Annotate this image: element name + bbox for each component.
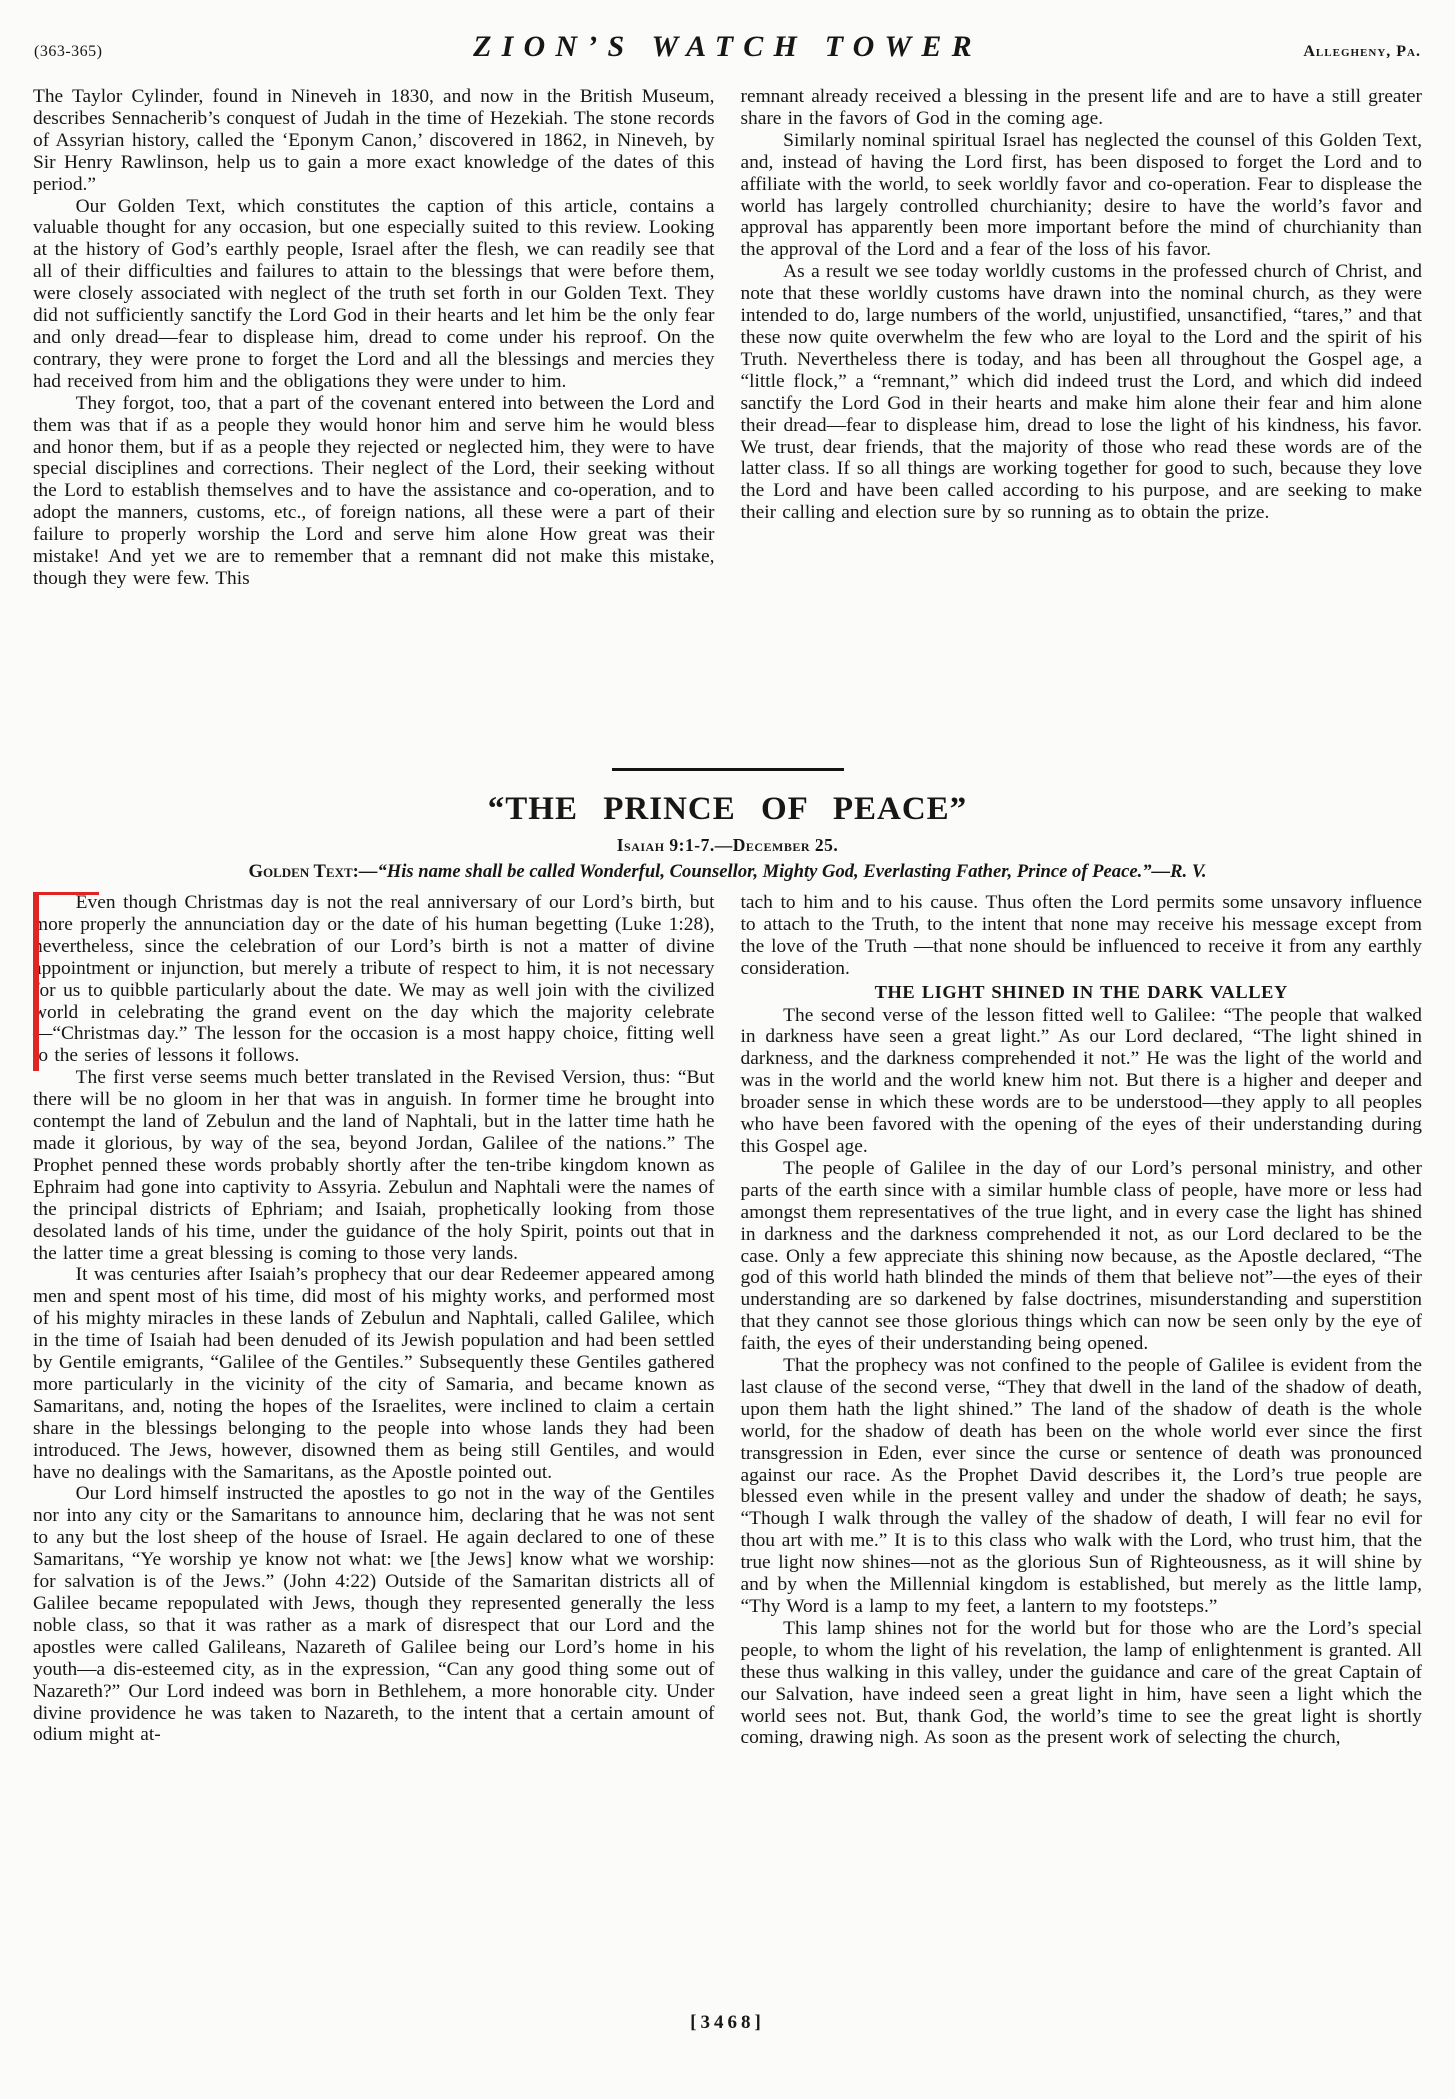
article-heading-block (0, 791, 1455, 883)
article2-right-column (741, 892, 1423, 2020)
paragraph: Our Lord himself instructed the apostles to go not in the way of the Gentiles nor into any city or the Samaritans to announce him, declaring that he was not sent to any but the lost sheep of the house of Israel. He again declared to one of these Samaritans, “Ye worship ye know not what: we [the Jews] know what we worship: for salvation is of the Jews.” (John 4:22) Outside of the Samaritan districts all of Galilee became repopulated with Jews, though they represented generally the less noble class, so that it was rather as a mark of disrespect that our Lord and the apostles were called Galileans, Nazareth of Galilee being our Lord’s home in his youth—a dis-esteemed city, as in the expression, “Can any good thing some out of Nazareth?” Our Lord indeed was born in Bethlehem, a more honorable city. Under divine providence he was taken to Nazareth, to the intent that a certain amount of odium might at- (33, 1483, 715, 1746)
article1-right-column (741, 86, 1423, 744)
paragraph: This lamp shines not for the world but for those who are the Lord’s special people, to whom the light of his revelation, the lamp of enlightenment is granted. All these thus walking in this valley, under the guidance and care of the great Captain of our Salvation, have indeed seen a great light in him, have seen a light which the world sees not. But, thank God, the world’s time to see the great light is shortly coming, drawing nigh. As soon as the present work of selecting the church, (740, 1617, 1422, 1749)
scripture-reference: Isaiah 9:1-7.—December 25. (616, 835, 839, 855)
paragraph: It was centuries after Isaiah’s prophecy that our dear Redeemer appeared among men and spent most of his time, did most of his mighty works, and performed most of his mighty miracles in these lands of Zebulun and Naphtali, called Galilee, which in the time of Isaiah had been denuded of its Jewish population and had been settled by Gentile emigrants, “Galilee of the Gentiles.” Subsequently these Gentiles gathered more particularly in the vicinity of the city of Samaria, and became known as Samaritans, and, noting the hopes of the Israelites, were inclined to claim a certain share in the blessings belonging to the people into whose lands they had been introduced. The Jews, however, disowned them as being still Gentiles, and would have no dealings with the Samaritans, as the Apostle pointed out. (33, 1264, 715, 1483)
paragraph: They forgot, too, that a part of the covenant entered into between the Lord and them was that if as a people they would honor him and serve him he would bless and honor them, but if as a people they rejected or neglected him, they were to have special disciplines and corrections. Their neglect of the Lord, their seeking without the Lord to establish themselves and to have the assistance and co-operation, and to adopt the manners, customs, etc., of foreign nations, all these were a part of their failure to properly worship the Lord and serve him alone How great was their mistake! And yet we are to remember that a remnant did not make this mistake, though they were few. This (33, 392, 715, 589)
paragraph: Similarly nominal spiritual Israel has neglected the counsel of this Golden Text, and, instead of having the Lord first, has been disposed to forget the Lord and to affiliate with the world, to seek worldly favor and co-operation. Fear to displease the world has largely controlled churchianity; desire to have the world’s favor and approval has apparently been more important before the mind of churchianity than the approval of the Lord and a fear of the loss of his favor. (740, 129, 1422, 261)
prince-of-peace-article (0, 892, 1455, 2020)
golden-text-label: Golden Text: (248, 861, 359, 882)
paragraph: The second verse of the lesson fitted well to Galilee: “The people that walked in darkness have seen a great light.” As our Lord declared, “The light shined in darkness, and the darkness comprehended it not.” He was the light of the world and was in the world and the world knew him not. But there is a higher and deeper and broader sense in which these words are to be understood—they apply to all peoples who have been favored with the opening of the eyes of their understanding during this Gospel age. (740, 1004, 1422, 1157)
page-reference: (363-365) (34, 43, 103, 60)
publication-place: Allegheny, Pa. (1303, 43, 1421, 60)
paragraph: remnant already received a blessing in the present life and are to have a still greater share in the favors of God in the coming age. (740, 86, 1422, 129)
paragraph: As a result we see today worldly customs in the professed church of Christ, and note that these worldly customs have drawn into the nominal church, as they were intended to do, large numbers of the world, unjustified, unsanctified, “tares,” and that these now quite overwhelm the few who are loyal to the Lord and the spirit of his Truth. Nevertheless there is today, and has been all throughout the Gospel age, a “little flock,” a “remnant,” which did indeed trust the Lord, and which did indeed sanctify the Lord God in their hearts and make him alone their fear and him alone their dread—fear to displease him, dread to lose the light of his kindness, his favor. We trust, dear friends, that the majority of those who read these words are of the latter class. If so all things are working together for good to such, because they love the Lord and have been called according to his purpose, and are seeking to make their calling and election sure by so running as to obtain the prize. (740, 261, 1422, 524)
paragraph: The people of Galilee in the day of our Lord’s personal ministry, and other parts of the earth since with a similar humble class of people, have more or less had amongst them representatives of the true light, and in every case the light has shined in darkness and the darkness comprehended it not, as our Lord declared to be the case. Only a few appreciate this shining now because, as the Apostle declared, “The god of this world hath blinded the minds of them that believe not”—the eyes of their understanding are so darkened by false doctrines, misunderstanding and superstition that they cannot see those glorious things which can now be seen only by the eye of faith, the eyes of their understanding being opened. (740, 1157, 1422, 1355)
article-title: “THE PRINCE OF PEACE” (487, 791, 968, 827)
golden-text-line (0, 861, 1455, 883)
paragraph: The Taylor Cylinder, found in Nineveh in 1830, and now in the British Museum, describes Sennacherib’s conquest of Judah in the time of Hezekiah. The stone records of Assyrian history, called the ‘Eponym Canon,’ discovered in 1862, in Nineveh, by Sir Henry Rawlinson, help us to gain a more exact knowledge of the dates of this period.” (33, 86, 715, 195)
masthead (0, 0, 1455, 64)
article1-left-column (33, 86, 715, 744)
golden-text-body: —“His name shall be called Wonderful, Counsellor, Mighty God, Everlasting Father, Prince of Peace.”—R. V. (358, 861, 1207, 882)
page-number: [3468] (690, 2012, 765, 2033)
section-divider (612, 768, 844, 771)
review-article-continuation (0, 86, 1455, 744)
paragraph: tach to him and to his cause. Thus often the Lord permits some unsavory influence to attach to the Truth, to the intent that none may receive his message except from the love of the Truth —that none should be influenced to receive it from any earthly consideration. (740, 892, 1422, 979)
paragraph: Even though Christmas day is not the real anniversary of our Lord’s birth, but more properly the annunciation day or the date of his human begetting (Luke 1:28), nevertheless, since the celebration of our Lord’s birth is not a matter of divine appointment or injunction, but merely a tribute of respect to him, it is not necessary for us to quibble particularly about the date. We may as well join with the civilized world in celebrating the grand event on the day which the majority celebrate —“Christmas day.” The lesson for the occasion is a most happy choice, fitting well to the series of lessons it follows. (33, 892, 715, 1067)
paragraph: That the prophecy was not confined to the people of Galilee is evident from the last clause of the second verse, “They that dwell in the land of the shadow of death, upon them hath the light shined.” The land of the shadow of death is the whole world, for the shadow of death has been on the whole world ever since the first transgression in Eden, ever since the curse or sentence of death was pronounced against our race. As the Prophet David describes it, the Lord’s true people are blessed even while in the present valley and under the shadow of death; he says, “Though I walk through the valley of the shadow of death, I will fear no evil for thou art with me.” It is to this class who walk with the Lord, who trust him, that the true light now shines—not as the glorious Sun of Righteousness, as it will shine by and by when the Millennial kingdom is established, but merely as the little lamp, “Thy Word is a lamp to my feet, a lantern to my footsteps.” (740, 1355, 1422, 1617)
section-heading: THE LIGHT SHINED IN THE DARK VALLEY (874, 981, 1288, 1002)
paragraph: The first verse seems much better translated in the Revised Version, thus: “But there will be no gloom in her that was in anguish. In former time he brought into contempt the land of Zebulun and the land of Naphtali, but in the latter time hath he made it glorious, by way of the sea, beyond Jordan, Galilee of the nations.” The Prophet penned these words probably shortly after the ten-tribe kingdom known as Ephraim had gone into captivity to Assyria. Zebulun and Naphtali were the names of the principal districts of Ephriam; and Isaiah, prophetically looking from those desolated lands of his time, under the guidance of the holy Spirit, points out that in the latter time a great blessing is coming to those very lands. (33, 1067, 715, 1264)
paragraph: Our Golden Text, which constitutes the caption of this article, contains a valuable thought for any occasion, but one especially suited to this review. Looking at the history of God’s earthly people, Israel after the flesh, we can readily see that all of their difficulties and failures to attain to the blessings that were before them, were closely associated with neglect of the truth set forth in our Golden Text. They did not sufficiently sanctify the Lord God in their hearts and let him be the only fear and only dread—fear to displease him, dread to come under his reproof. On the contrary, they were prone to forget the Lord and all the blessings and mercies they had received from him and the obligations they were under to him. (33, 195, 715, 392)
journal-title: ZION’S WATCH TOWER (473, 30, 982, 63)
page-footer (0, 2012, 1455, 2034)
article2-left-column (33, 892, 715, 2020)
